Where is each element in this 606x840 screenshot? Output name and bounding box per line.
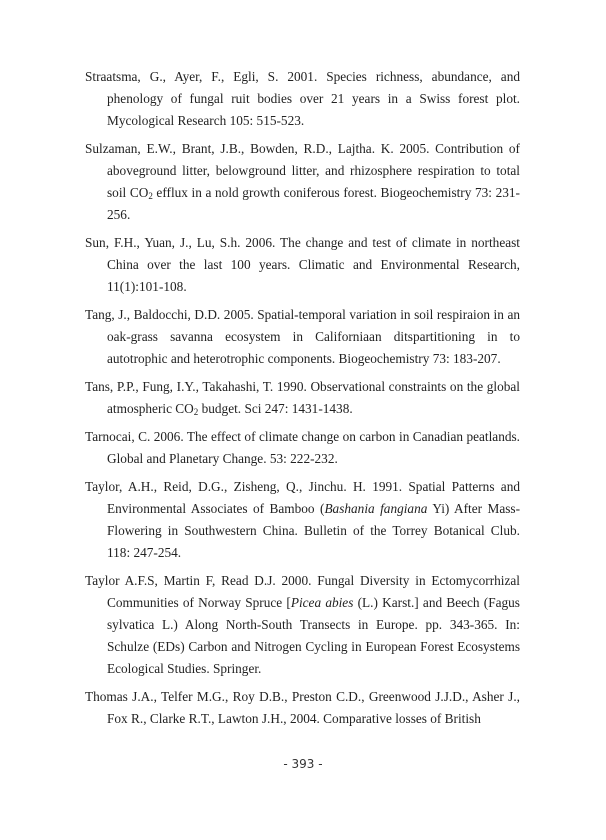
reference-text: Tarnocai, C. 2006. The effect of climate change on carbon in Canadian peatlands. Global and Planetary Change. 53: 222-232. xyxy=(85,429,520,466)
reference-straatsma-2001 xyxy=(85,66,520,132)
reference-tans-1990 xyxy=(85,376,520,420)
subscript: 2 xyxy=(148,191,153,201)
reference-text: efflux in a nold growth coniferous forest. Biogeochemistry 73: 231-256. xyxy=(107,185,520,222)
page-number: - 393 - xyxy=(283,757,323,771)
reference-taylor-2000 xyxy=(85,570,520,680)
reference-text: Sun, F.H., Yuan, J., Lu, S.h. 2006. The change and test of climate in northeast China over the last 100 years. Climatic and Environmental Research, 11(1):101-108. xyxy=(85,235,520,294)
reference-text: budget. Sci 247: 1431-1438. xyxy=(198,401,353,416)
reference-tang-2005 xyxy=(85,304,520,370)
reference-text: (L.) Karst.] and Beech (Fagus sylvatica L.) Along North-South Transects in Europe. pp. 343-365. In: Schulze (EDs) Carbon and Nitrogen Cycling in European Forest Ecosystems Ecological Studies. Springer. xyxy=(107,595,520,676)
reference-text: Taylor, A.H., Reid, D.G., Zisheng, Q., Jinchu. H. 1991. Spatial Patterns and Environmental Associates of Bamboo ( xyxy=(85,479,520,516)
reference-tarnocai-2006 xyxy=(85,426,520,470)
reference-text: Straatsma, G., Ayer, F., Egli, S. 2001. Species richness, abundance, and phenology of fungal ruit bodies over 21 years in a Swiss forest plot. Mycological Research 105: 515-523. xyxy=(85,69,520,128)
reference-text: Sulzaman, E.W., Brant, J.B., Bowden, R.D., Lajtha. K. 2005. Contribution of aboveground litter, belowground litter, and rhizosphere respiration to total soil CO xyxy=(85,141,520,200)
reference-taylor-1991 xyxy=(85,476,520,564)
species-name: Picea abies xyxy=(290,595,354,610)
reference-text: Tans, P.P., Fung, I.Y., Takahashi, T. 1990. Observational constraints on the global atmospheric CO xyxy=(85,379,520,416)
subscript: 2 xyxy=(193,407,199,417)
species-name: Bashania fangiana xyxy=(324,501,428,516)
reference-text: Thomas J.A., Telfer M.G., Roy D.B., Preston C.D., Greenwood J.J.D., Asher J., Fox R., Clarke R.T., Lawton J.H., 2004. Comparative losses of British xyxy=(85,689,520,726)
reference-text: Tang, J., Baldocchi, D.D. 2005. Spatial-temporal variation in soil respiraion in an oak-grass savanna ecosystem in Californiaan ditspartitioning in to autotrophic and heterotrophic components. Biogeochemistry 73: 183-207. xyxy=(85,307,520,366)
reference-text: Taylor A.F.S, Martin F, Read D.J. 2000. Fungal Diversity in Ectomycorrhizal Communities of Norway Spruce [ xyxy=(85,573,520,610)
reference-list xyxy=(85,66,520,736)
reference-sulzaman-2005 xyxy=(85,138,520,226)
reference-text: Yi) After Mass-Flowering in Southwestern China. Bulletin of the Torrey Botanical Club. 118: 247-254. xyxy=(107,501,520,560)
reference-sun-2006 xyxy=(85,232,520,298)
reference-thomas-2004 xyxy=(85,686,520,730)
